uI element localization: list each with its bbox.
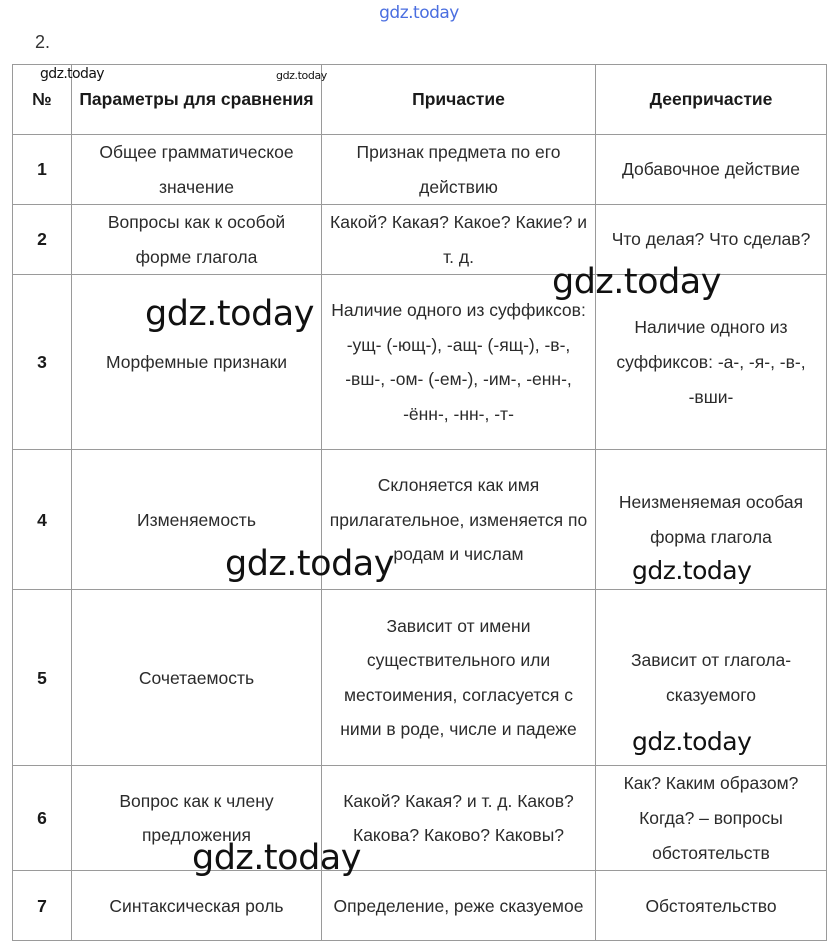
table-row — [13, 205, 827, 275]
row-participle: Наличие одного из суффиксов: -ущ- (-ющ-), -ащ- (-ящ-), -в-, -вш-, -ом- (-ем-), -им-, -енн-, -ённ-, -нн-, -т- — [322, 275, 596, 450]
row-participle: Какой? Какая? и т. д. Каков? Какова? Каково? Каковы? — [322, 766, 596, 871]
row-num: 3 — [13, 275, 72, 450]
row-param: Морфемные признаки — [72, 275, 322, 450]
row-gerund: Обстоятельство — [596, 871, 827, 941]
table-row — [13, 275, 827, 450]
row-participle: Зависит от имени существительного или местоимения, согласуется с ними в роде, числе и падеже — [322, 590, 596, 766]
watermark-text: gdz.today — [632, 556, 752, 585]
row-num: 7 — [13, 871, 72, 941]
row-participle: Склоняется как имя прилагательное, изменяется по родам и числам — [322, 450, 596, 590]
header-participle: Причастие — [322, 65, 596, 135]
table-row — [13, 766, 827, 871]
task-number: 2. — [35, 32, 51, 52]
row-num: 6 — [13, 766, 72, 871]
row-gerund: Наличие одного из суффиксов: -а-, -я-, -в-, -вши- — [596, 275, 827, 450]
header-num: № — [13, 65, 72, 135]
row-num: 4 — [13, 450, 72, 590]
row-param: Вопрос как к члену предложения — [72, 766, 322, 871]
row-gerund: Добавочное действие — [596, 135, 827, 205]
row-num: 2 — [13, 205, 72, 275]
site-watermark-link[interactable]: gdz.today — [379, 3, 459, 23]
row-gerund: Что делая? Что сделав? — [596, 205, 827, 275]
comparison-table — [12, 64, 827, 941]
watermark-text: gdz.today — [552, 262, 721, 302]
header-param: Параметры для сравнения — [72, 65, 322, 135]
row-gerund: Неизменяемая особая форма глагола — [596, 450, 827, 590]
watermark-text: gdz.today — [145, 294, 314, 334]
row-param: Синтаксическая роль — [72, 871, 322, 941]
table-row — [13, 590, 827, 766]
row-gerund: Как? Каким образом? Когда? – вопросы обстоятельств — [596, 766, 827, 871]
watermark-text: gdz.today — [225, 544, 394, 584]
watermark-text: gdz.today — [632, 727, 752, 756]
row-participle: Признак предмета по его действию — [322, 135, 596, 205]
row-participle: Определение, реже сказуемое — [322, 871, 596, 941]
row-param: Вопросы как к особой форме глагола — [72, 205, 322, 275]
row-param: Общее грамматическое значение — [72, 135, 322, 205]
table-header-row — [13, 65, 827, 135]
watermark-text: gdz.today — [192, 838, 361, 878]
row-param: Сочетаемость — [72, 590, 322, 766]
row-num: 1 — [13, 135, 72, 205]
row-participle: Какой? Какая? Какое? Какие? и т. д. — [322, 205, 596, 275]
watermark-text: gdz.today — [276, 69, 327, 82]
row-param: Изменяемость — [72, 450, 322, 590]
watermark-text: gdz.today — [40, 66, 104, 82]
row-gerund: Зависит от глагола-сказуемого — [596, 590, 827, 766]
table-row — [13, 135, 827, 205]
table-row — [13, 450, 827, 590]
table-row — [13, 871, 827, 941]
row-num: 5 — [13, 590, 72, 766]
header-gerund: Деепричастие — [596, 65, 827, 135]
